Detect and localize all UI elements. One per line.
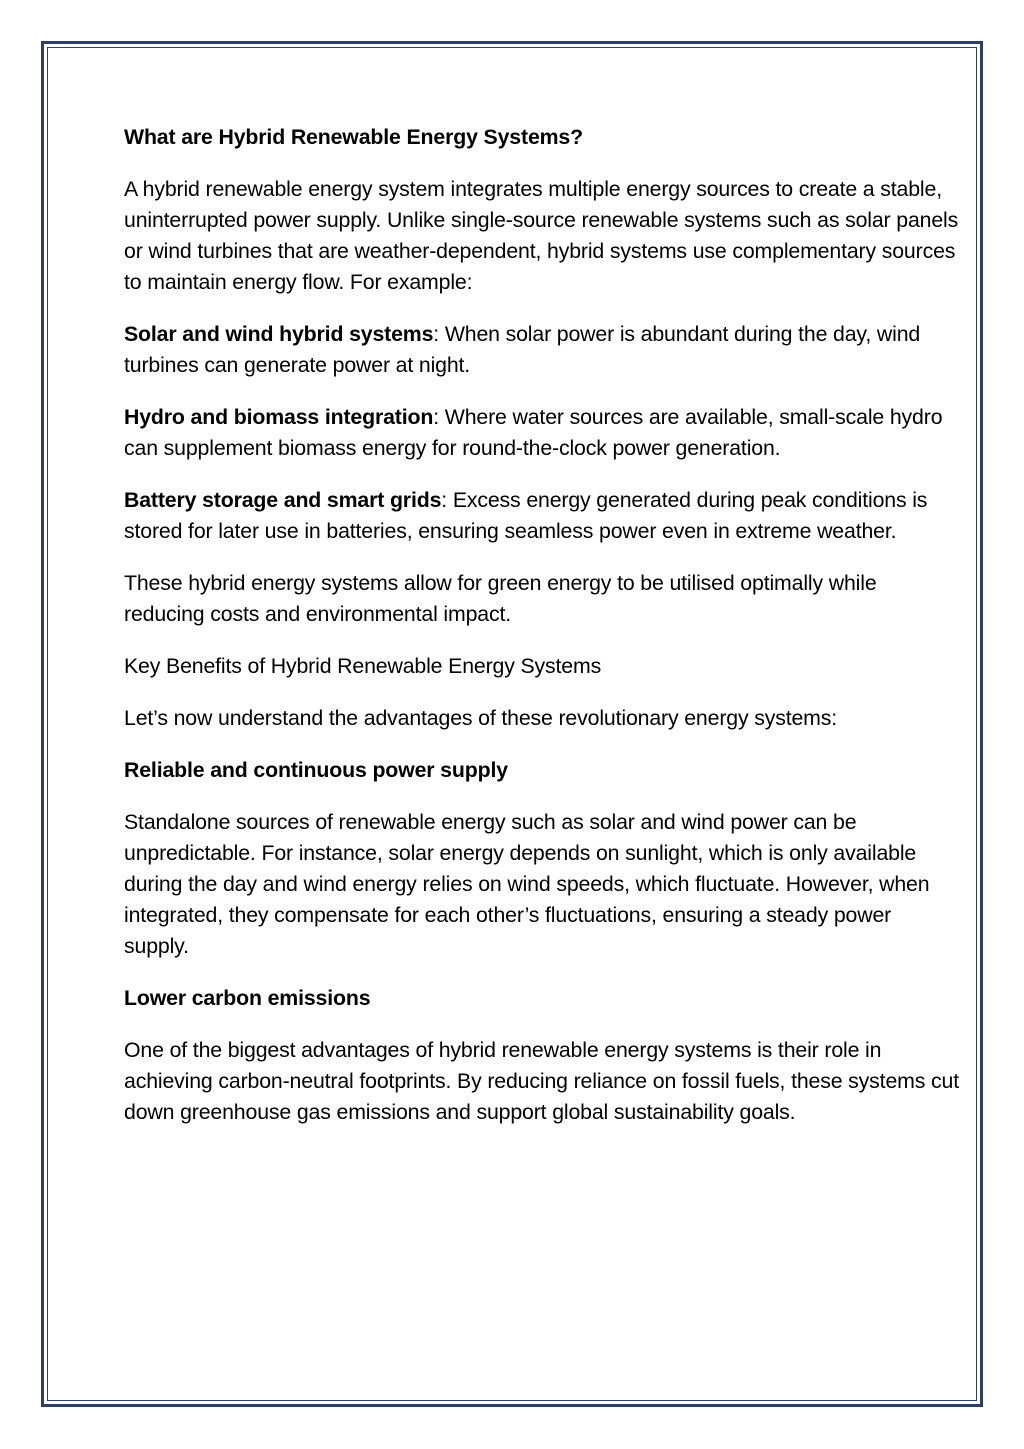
example-hydro-biomass <box>124 402 959 464</box>
example-text: : Where water sources are available, small-scale hydro can supplement biomass energy for round-the-clock power generation. <box>124 405 943 460</box>
benefit-heading-lower-emissions: Lower carbon emissions <box>124 986 371 1010</box>
benefits-heading: Key Benefits of Hybrid Renewable Energy Systems <box>124 654 602 678</box>
benefits-intro: Let’s now understand the advantages of these revolutionary energy systems: <box>124 706 838 730</box>
benefit-text-lower-emissions: One of the biggest advantages of hybrid renewable energy systems is their role in achieving carbon-neutral footprints. By reducing reliance on fossil fuels, these systems cut down greenhouse gas emissions and support global sustainability goals. <box>124 1038 959 1124</box>
benefit-text-reliable-power: Standalone sources of renewable energy such as solar and wind power can be unpredictable. For instance, solar energy depends on sunlight, which is only available during the day and wind energy relies on wind speeds, which fluctuate. However, when integrated, they compensate for each other’s fluctuations, ensuring a steady power supply. <box>124 810 930 958</box>
example-battery-storage <box>124 485 959 547</box>
example-lead: Hydro and biomass integration <box>124 405 434 429</box>
example-solar-wind <box>124 319 959 381</box>
example-text: : Excess energy generated during peak conditions is stored for later use in batteries, ensuring seamless power even in extreme weather. <box>124 488 928 543</box>
example-lead: Battery storage and smart grids <box>124 488 442 512</box>
example-lead: Solar and wind hybrid systems <box>124 322 434 346</box>
summary-paragraph: These hybrid energy systems allow for green energy to be utilised optimally while reducing costs and environmental impact. <box>124 571 877 626</box>
document-body <box>124 122 959 1149</box>
example-text: : When solar power is abundant during the day, wind turbines can generate power at night. <box>124 322 921 377</box>
benefit-heading-reliable-power: Reliable and continuous power supply <box>124 758 508 782</box>
document-title: What are Hybrid Renewable Energy Systems? <box>124 125 583 149</box>
intro-paragraph: A hybrid renewable energy system integrates multiple energy sources to create a stable, uninterrupted power supply. Unlike single-source renewable systems such as solar panels or wind turbines that are weather-dependent, hybrid systems use complementary sources to maintain energy flow. For example: <box>124 177 959 294</box>
